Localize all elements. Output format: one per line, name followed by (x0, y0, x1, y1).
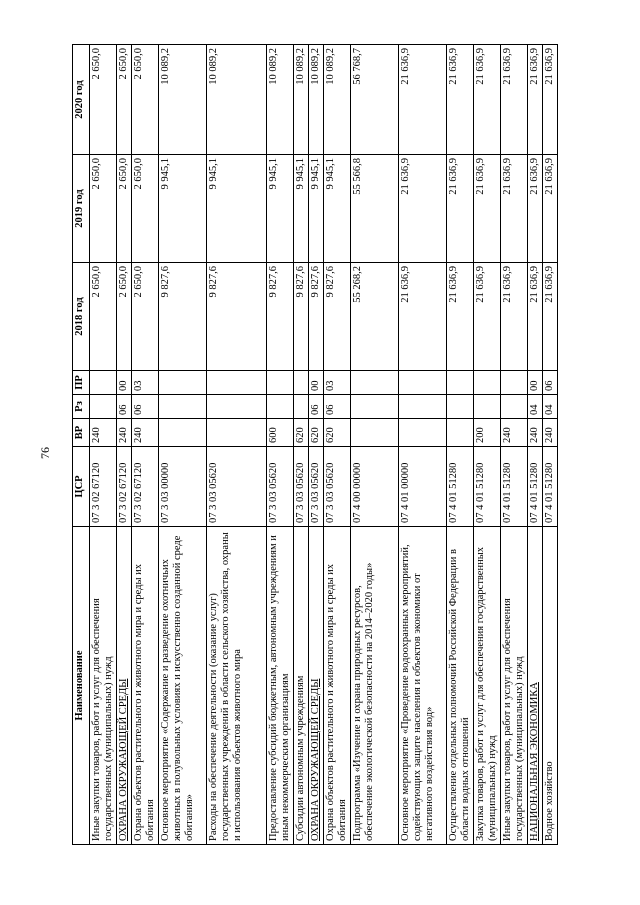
row-2019: 9 945,1 (294, 155, 309, 263)
row-2020: 10 089,2 (294, 45, 309, 155)
row-csr: 07 4 01 51280 (501, 447, 528, 527)
row-name: Субсидии автономным учреждениям (294, 527, 309, 845)
row-pr (399, 371, 447, 395)
row-vr (159, 419, 207, 447)
row-pr: 03 (324, 371, 351, 395)
table-row (543, 45, 558, 845)
row-rz (159, 395, 207, 419)
row-rz (447, 395, 474, 419)
header-vr: ВР (73, 419, 90, 447)
row-2018: 21 636,9 (474, 263, 501, 371)
table-header-row (73, 45, 90, 845)
row-rz (399, 395, 447, 419)
row-rz: 04 (528, 395, 543, 419)
row-name: Охрана объектов растительного и животного мира и среды их обитания (324, 527, 351, 845)
row-2020: 2 650,0 (117, 45, 132, 155)
table-row (528, 45, 543, 845)
table-row (207, 45, 267, 845)
row-2019: 21 636,9 (528, 155, 543, 263)
row-2019: 2 650,0 (117, 155, 132, 263)
row-2020: 2 650,0 (132, 45, 159, 155)
table-row (117, 45, 132, 845)
row-vr: 240 (90, 419, 117, 447)
row-pr: 00 (117, 371, 132, 395)
row-2020: 10 089,2 (159, 45, 207, 155)
row-2019: 2 650,0 (90, 155, 117, 263)
row-name: ОХРАНА ОКРУЖАЮЩЕЙ СРЕДЫ (117, 527, 132, 845)
row-2019: 21 636,9 (447, 155, 474, 263)
row-name: Иные закупки товаров, работ и услуг для обеспечения государственных (муниципальных) нужд (501, 527, 528, 845)
row-pr: 06 (543, 371, 558, 395)
row-2020: 10 089,2 (267, 45, 294, 155)
row-csr: 07 4 01 51280 (474, 447, 501, 527)
row-2018: 9 827,6 (159, 263, 207, 371)
rotated-table-wrapper (72, 45, 572, 845)
row-pr (207, 371, 267, 395)
row-rz (90, 395, 117, 419)
row-vr (207, 419, 267, 447)
row-pr: 00 (528, 371, 543, 395)
row-2020: 21 636,9 (447, 45, 474, 155)
row-2019: 55 566,8 (351, 155, 399, 263)
row-rz (474, 395, 501, 419)
row-name: Предоставление субсидий бюджетным, автономным учреждениям и иным некоммерческим организациям (267, 527, 294, 845)
row-2019: 9 945,1 (159, 155, 207, 263)
row-rz: 06 (132, 395, 159, 419)
row-vr: 600 (267, 419, 294, 447)
row-pr (159, 371, 207, 395)
table-row (351, 45, 399, 845)
table-row (324, 45, 351, 845)
row-csr: 07 3 03 05620 (267, 447, 294, 527)
row-2020: 10 089,2 (324, 45, 351, 155)
table-row (309, 45, 324, 845)
row-2018: 21 636,9 (528, 263, 543, 371)
budget-table (72, 44, 558, 845)
row-name: Подпрограмма «Изучение и охрана природных ресурсов, обеспечение экологической безопасности на 2014–2020 годы» (351, 527, 399, 845)
row-2019: 9 945,1 (267, 155, 294, 263)
row-2020: 21 636,9 (399, 45, 447, 155)
row-pr: 03 (132, 371, 159, 395)
row-2019: 9 945,1 (309, 155, 324, 263)
row-vr (351, 419, 399, 447)
row-2018: 9 827,6 (267, 263, 294, 371)
table-row (132, 45, 159, 845)
row-pr (351, 371, 399, 395)
row-2020: 21 636,9 (474, 45, 501, 155)
table-row (294, 45, 309, 845)
row-2018: 9 827,6 (294, 263, 309, 371)
row-csr: 07 3 02 67120 (132, 447, 159, 527)
row-rz (267, 395, 294, 419)
row-name: Расходы на обеспечение деятельности (оказание услуг) государственных учреждений в области сельского хозяйства, охраны и использования объектов животного мира (207, 527, 267, 845)
table-row (501, 45, 528, 845)
row-csr: 07 4 01 51280 (543, 447, 558, 527)
table-row (267, 45, 294, 845)
row-vr (447, 419, 474, 447)
row-2018: 21 636,9 (447, 263, 474, 371)
row-pr: 00 (309, 371, 324, 395)
row-pr (267, 371, 294, 395)
row-2020: 21 636,9 (501, 45, 528, 155)
row-pr (501, 371, 528, 395)
table-row (90, 45, 117, 845)
row-name: Водное хозяйство (543, 527, 558, 845)
row-2018: 2 650,0 (132, 263, 159, 371)
row-name: НАЦИОНАЛЬНАЯ ЭКОНОМИКА (528, 527, 543, 845)
row-2019: 9 945,1 (324, 155, 351, 263)
row-vr: 240 (543, 419, 558, 447)
row-2019: 9 945,1 (207, 155, 267, 263)
row-vr: 240 (501, 419, 528, 447)
row-rz: 06 (309, 395, 324, 419)
row-csr: 07 4 01 51280 (447, 447, 474, 527)
header-2020: 2020 год (73, 45, 90, 155)
row-vr (399, 419, 447, 447)
row-2018: 2 650,0 (117, 263, 132, 371)
row-2020: 56 768,7 (351, 45, 399, 155)
row-rz (351, 395, 399, 419)
row-2020: 2 650,0 (90, 45, 117, 155)
row-name: Основное мероприятие «Содержание и разведение охотничьих животных в полувольных условиях и искусственно созданной среде обитания» (159, 527, 207, 845)
header-rz: Рз (73, 395, 90, 419)
row-csr: 07 3 02 67120 (117, 447, 132, 527)
row-rz (207, 395, 267, 419)
row-pr (474, 371, 501, 395)
row-2019: 2 650,0 (132, 155, 159, 263)
row-2020: 21 636,9 (543, 45, 558, 155)
page-number: 76 (38, 447, 52, 459)
row-2020: 10 089,2 (309, 45, 324, 155)
row-vr: 240 (132, 419, 159, 447)
row-vr: 620 (324, 419, 351, 447)
row-2018: 9 827,6 (324, 263, 351, 371)
row-csr: 07 3 03 05620 (324, 447, 351, 527)
row-pr (447, 371, 474, 395)
row-vr: 240 (528, 419, 543, 447)
row-csr: 07 3 03 05620 (207, 447, 267, 527)
row-name: Осуществление отдельных полномочий Российской Федерации в области водных отношений (447, 527, 474, 845)
table-row (159, 45, 207, 845)
row-rz: 04 (543, 395, 558, 419)
row-csr: 07 4 01 51280 (528, 447, 543, 527)
row-csr: 07 3 03 05620 (309, 447, 324, 527)
header-2018: 2018 год (73, 263, 90, 371)
row-name: Иные закупки товаров, работ и услуг для обеспечения государственных (муниципальных) нужд (90, 527, 117, 845)
table-row (399, 45, 447, 845)
row-vr: 620 (309, 419, 324, 447)
row-csr: 07 3 02 67120 (90, 447, 117, 527)
row-csr: 07 3 03 05620 (294, 447, 309, 527)
row-rz: 06 (117, 395, 132, 419)
row-name: Основное мероприятие «Проведение водоохранных мероприятий, содействующих защите населения и объектов экономики от негативного воздействия вод» (399, 527, 447, 845)
row-2019: 21 636,9 (501, 155, 528, 263)
row-rz: 06 (324, 395, 351, 419)
table-row (474, 45, 501, 845)
table-body (90, 45, 558, 845)
row-2018: 21 636,9 (543, 263, 558, 371)
row-pr (294, 371, 309, 395)
row-csr: 07 4 01 00000 (399, 447, 447, 527)
table-row (447, 45, 474, 845)
row-csr: 07 3 03 00000 (159, 447, 207, 527)
row-vr: 240 (117, 419, 132, 447)
row-rz (294, 395, 309, 419)
header-pr: ПР (73, 371, 90, 395)
row-name: Охрана объектов растительного и животного мира и среды их обитания (132, 527, 159, 845)
row-name: Закупка товаров, работ и услуг для обеспечения государственных (муниципальных) нужд (474, 527, 501, 845)
row-2018: 9 827,6 (207, 263, 267, 371)
row-2020: 21 636,9 (528, 45, 543, 155)
header-csr: ЦСР (73, 447, 90, 527)
header-2019: 2019 год (73, 155, 90, 263)
row-vr: 200 (474, 419, 501, 447)
row-2018: 2 650,0 (90, 263, 117, 371)
row-2018: 55 268,2 (351, 263, 399, 371)
row-2020: 10 089,2 (207, 45, 267, 155)
row-2018: 9 827,6 (309, 263, 324, 371)
row-2019: 21 636,9 (543, 155, 558, 263)
row-2018: 21 636,9 (501, 263, 528, 371)
row-2019: 21 636,9 (474, 155, 501, 263)
header-name: Наименование (73, 527, 90, 845)
row-2019: 21 636,9 (399, 155, 447, 263)
row-csr: 07 4 00 00000 (351, 447, 399, 527)
row-pr (90, 371, 117, 395)
row-name: ОХРАНА ОКРУЖАЮЩЕЙ СРЕДЫ (309, 527, 324, 845)
row-vr: 620 (294, 419, 309, 447)
row-rz (501, 395, 528, 419)
row-2018: 21 636,9 (399, 263, 447, 371)
